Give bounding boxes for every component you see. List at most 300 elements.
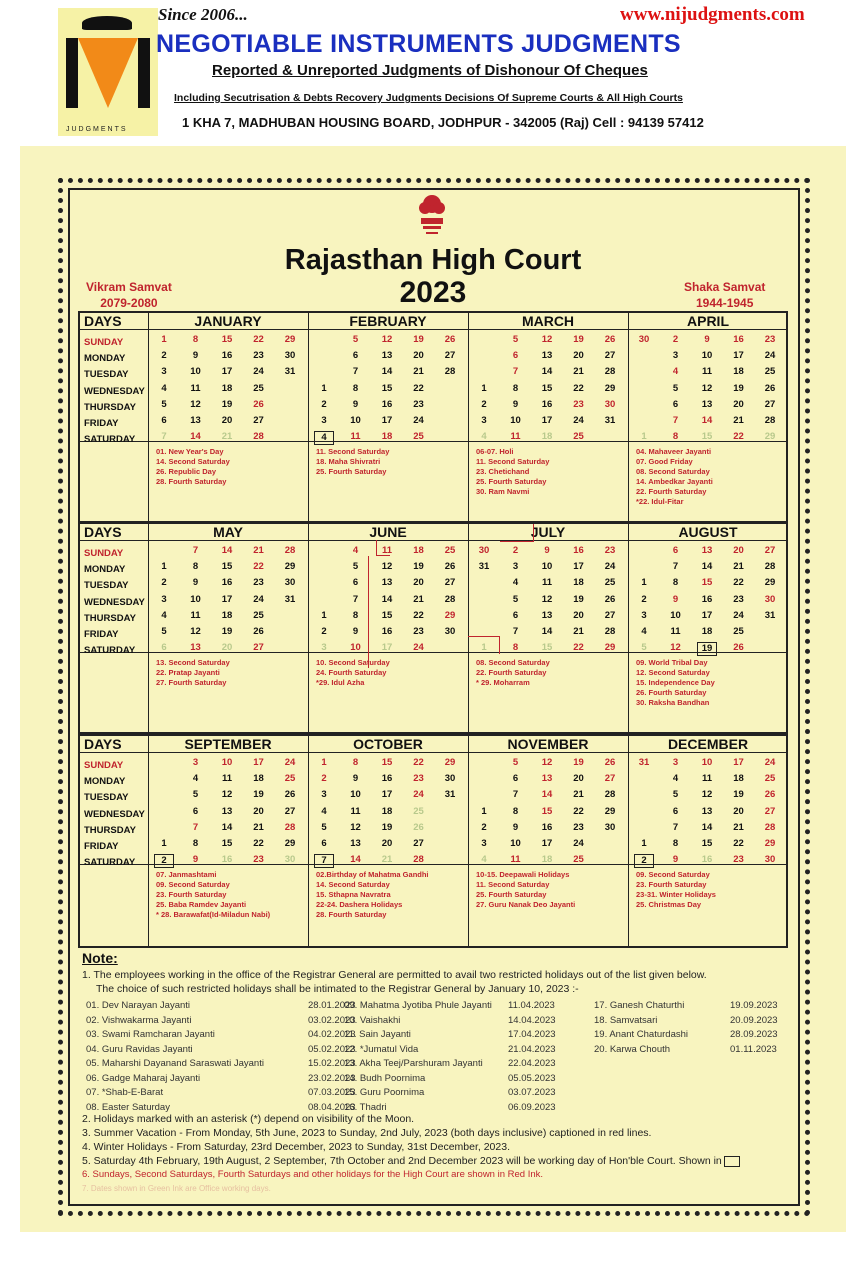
restricted-holiday-name: 15. Guru Poornima <box>344 1087 425 1098</box>
date-cell: 16 <box>701 593 713 605</box>
date-cell: 29 <box>604 642 616 654</box>
day-name-tuesday: TUESDAY <box>84 580 129 592</box>
date-cell: 15 <box>701 431 713 443</box>
date-cell: 26 <box>413 821 424 833</box>
month-name: JUNE <box>369 524 407 540</box>
date-cell: 6 <box>352 577 359 589</box>
date-cell: 10 <box>541 561 553 573</box>
month-name: OCTOBER <box>353 736 423 752</box>
date-cell: 6 <box>352 350 359 362</box>
date-cell: 25 <box>253 609 264 621</box>
date-cell: 3 <box>321 415 327 426</box>
date-cell: 30 <box>764 593 776 605</box>
date-cell: 27 <box>284 805 296 817</box>
date-cell: 11 <box>221 773 233 785</box>
day-name-sunday: SUNDAY <box>84 337 124 348</box>
date-cell: 8 <box>672 431 679 443</box>
month-name: SEPTEMBER <box>184 736 272 752</box>
restricted-holiday-date: 15.02.2023 <box>308 1058 356 1069</box>
date-cell: 3 <box>672 350 679 362</box>
restricted-holiday-date: 08.04.2023 <box>308 1101 356 1113</box>
date-cell: 16 <box>221 577 233 589</box>
date-cell: 27 <box>604 609 616 621</box>
date-cell: 5 <box>512 757 519 768</box>
date-cell: 26 <box>604 593 616 605</box>
date-cell: 12 <box>541 757 553 768</box>
date-cell: 23 <box>253 854 264 866</box>
date-cell: 8 <box>192 334 199 345</box>
date-cell: 9 <box>672 593 679 605</box>
date-cell: 2 <box>161 350 167 362</box>
date-cell: 3 <box>641 609 647 621</box>
day-name-friday: FRIDAY <box>84 841 119 852</box>
date-cell: 6 <box>321 838 327 849</box>
restricted-holiday-date: 05.02.2023 <box>308 1043 356 1055</box>
date-cell: 29 <box>444 609 456 621</box>
date-cell: 25 <box>284 773 296 785</box>
date-cell: 12 <box>701 382 713 394</box>
date-cell: 15 <box>221 334 233 345</box>
date-cell: 27 <box>253 415 264 426</box>
summer-vacation-marker <box>468 636 500 654</box>
date-cell: 6 <box>672 545 679 556</box>
date-cell: 27 <box>604 773 616 785</box>
date-cell: 7 <box>512 789 519 801</box>
date-cell: 28 <box>444 593 456 605</box>
date-cell: 24 <box>253 366 264 378</box>
date-cell: 21 <box>573 366 584 378</box>
holiday-list: 10-15. Deepawali Holidays 11. Second Saturday 25. Fourth Saturday 27. Guru Nanak Deo Jayanti <box>476 870 576 909</box>
date-cell: 26 <box>253 626 264 637</box>
date-cell: 5 <box>192 789 199 801</box>
date-cell: 25 <box>444 545 456 556</box>
date-cell: 3 <box>481 415 487 426</box>
header-divider <box>80 752 786 753</box>
restricted-holiday-date: 14.04.2023 <box>508 1014 556 1026</box>
date-cell: 1 <box>641 577 647 589</box>
date-cell: 24 <box>573 415 584 426</box>
month-name: MARCH <box>521 313 575 329</box>
date-cell: 2 <box>481 398 487 410</box>
day-name-tuesday: TUESDAY <box>84 792 129 804</box>
date-cell: 26 <box>444 334 456 345</box>
date-cell: 30 <box>604 821 616 833</box>
date-cell: 29 <box>764 577 776 589</box>
date-cell: 24 <box>573 838 584 849</box>
vikram-label: Vikram Samvat <box>86 280 172 294</box>
date-cell: 19 <box>413 561 424 573</box>
date-cell: 26 <box>764 382 776 394</box>
date-cell: 10 <box>350 789 361 801</box>
date-cell: 1 <box>481 805 487 817</box>
restricted-holiday-date: 05.05.2023 <box>508 1072 556 1084</box>
date-cell: 8 <box>192 561 199 573</box>
date-cell: 1 <box>321 382 327 394</box>
date-cell: 28 <box>764 561 776 573</box>
date-cell: 16 <box>381 626 393 637</box>
note-7: 7. Dates shown in Green Ink are Office working days. <box>82 1184 271 1193</box>
date-cell: 30 <box>478 545 490 556</box>
date-cell: 20 <box>733 398 744 410</box>
date-cell: 16 <box>381 773 393 785</box>
restricted-holiday-date: 11.04.2023 <box>508 1000 555 1011</box>
date-cell: 17 <box>733 350 744 362</box>
header-divider <box>80 540 786 541</box>
date-cell: 22 <box>733 577 744 589</box>
date-cell: 14 <box>541 366 553 378</box>
date-cell: 29 <box>284 561 296 573</box>
restricted-holiday-name: 17. Ganesh Chaturthi <box>594 1000 685 1011</box>
holiday-list: 13. Second Saturday 22. Pratap Jayanti 27. Fourth Saturday <box>156 658 230 687</box>
day-name-monday: MONDAY <box>84 353 126 365</box>
holiday-list: 11. Second Saturday 18. Maha Shivratri 25. Fourth Saturday <box>316 447 390 476</box>
date-cell: 1 <box>161 334 167 345</box>
date-cell: 9 <box>512 821 519 833</box>
vikram-years: 2079-2080 <box>100 296 158 310</box>
summer-vacation-marker <box>500 524 534 542</box>
date-cell: 15 <box>221 838 233 849</box>
since-text: Since 2006... <box>158 5 248 24</box>
date-cell: 13 <box>190 415 201 426</box>
date-cell: 9 <box>352 398 359 410</box>
date-cell: 26 <box>733 642 744 654</box>
date-cell: 13 <box>701 398 713 410</box>
date-cell: 25 <box>764 773 776 785</box>
date-cell: 30 <box>284 577 296 589</box>
holiday-list: 07. Janmashtami 09. Second Saturday 23. Fourth Saturday 25. Baba Ramdev Jayanti * 28. Barawafat(Id-Miladun Nabi) <box>156 870 271 919</box>
date-cell: 16 <box>221 350 233 362</box>
date-cell: 27 <box>764 398 776 410</box>
date-cell: 3 <box>192 757 199 768</box>
column-divider <box>468 524 469 732</box>
date-cell: 12 <box>221 789 233 801</box>
date-cell: 22 <box>733 431 744 443</box>
date-cell: 9 <box>192 854 199 866</box>
working-day-box-icon <box>724 1156 740 1167</box>
date-cell: 20 <box>221 415 233 426</box>
date-cell: 28 <box>253 431 264 443</box>
date-cell: 25 <box>573 854 584 866</box>
date-cell: 27 <box>604 350 616 362</box>
day-name-sunday: SUNDAY <box>84 548 124 559</box>
restricted-holiday-name: 14. Budh Poornima <box>344 1072 426 1084</box>
date-cell: 8 <box>672 577 679 589</box>
date-cell: 30 <box>604 398 616 410</box>
date-cell: 6 <box>161 415 167 426</box>
note-5-text: 5. Saturday 4th February, 19th August, 2 September, 7th October and 2nd December 2023 will be working day of Hon'ble Court. Shown in <box>82 1155 722 1167</box>
date-cell: 17 <box>221 593 233 605</box>
date-cell: 29 <box>284 334 296 345</box>
date-cell: 2 <box>321 398 327 410</box>
column-divider <box>308 736 309 946</box>
date-cell: 1 <box>161 838 167 849</box>
days-header: DAYS <box>84 736 122 752</box>
date-cell: 22 <box>253 334 264 345</box>
date-cell: 16 <box>221 854 233 866</box>
date-cell: 14 <box>701 415 713 426</box>
date-cell: 11 <box>190 609 201 621</box>
date-cell: 27 <box>764 545 776 556</box>
holiday-list: 04. Mahaveer Jayanti 07. Good Friday 08. Second Saturday 14. Ambedkar Jayanti 22. Fourth Saturday *22. Idul-Fitar <box>636 447 713 506</box>
month-name: JANUARY <box>194 313 262 329</box>
date-cell: 23 <box>253 577 264 589</box>
date-cell: 21 <box>733 415 744 426</box>
date-cell: 27 <box>253 642 264 654</box>
date-cell: 3 <box>321 789 327 801</box>
date-cell: 3 <box>512 561 519 573</box>
day-name-thursday: THURSDAY <box>84 612 136 624</box>
date-cell: 7 <box>512 626 519 637</box>
date-cell: 14 <box>541 789 553 801</box>
date-cell: 20 <box>413 350 424 362</box>
date-cell: 4 <box>161 382 167 394</box>
date-cell: 19 <box>573 593 584 605</box>
date-cell: 4 <box>192 773 199 785</box>
date-cell: 18 <box>733 773 744 785</box>
note-6: 6. Sundays, Second Saturdays, Fourth Saturdays and other holidays for the High Court are shown in Red Ink. <box>82 1169 544 1180</box>
date-cell: 24 <box>253 593 264 605</box>
date-cell: 14 <box>350 854 361 866</box>
date-cell: 28 <box>284 545 296 556</box>
shaka-years: 1944-1945 <box>696 296 754 310</box>
date-cell: 16 <box>701 854 713 866</box>
date-cell: 22 <box>733 838 744 849</box>
date-cell: 6 <box>161 642 167 654</box>
date-cell: 23 <box>733 593 744 605</box>
restricted-holiday-date: 03.02.2023 <box>308 1014 356 1026</box>
date-cell: 18 <box>221 382 233 394</box>
date-cell: 1 <box>161 561 167 573</box>
page-header <box>0 0 866 143</box>
date-cell: 15 <box>381 757 393 768</box>
date-cell: 13 <box>541 350 553 362</box>
date-cell: 27 <box>444 350 456 362</box>
date-cell: 2 <box>512 545 519 556</box>
date-cell: 5 <box>352 561 359 573</box>
restricted-holiday-name: 18. Samvatsari <box>594 1014 658 1026</box>
date-cell: 20 <box>221 642 233 654</box>
date-cell: 25 <box>253 382 264 394</box>
date-cell: 18 <box>733 366 744 378</box>
date-cell: 4 <box>161 609 167 621</box>
note-5 <box>82 1154 800 1168</box>
date-cell: 23 <box>764 334 776 345</box>
date-cell: 4 <box>321 805 327 817</box>
date-cell: 23 <box>413 626 424 637</box>
date-cell: 21 <box>573 626 584 637</box>
date-cell: 2 <box>641 593 647 605</box>
date-cell: 6 <box>512 350 519 362</box>
date-cell: 2 <box>321 626 327 637</box>
note-4: 4. Winter Holidays - From Saturday, 23rd December, 2023 to Sunday, 31st December, 2023. <box>82 1141 510 1153</box>
date-cell: 24 <box>604 561 616 573</box>
date-cell: 2 <box>321 773 327 785</box>
restricted-holiday-name: 08. Easter Saturday <box>86 1101 170 1113</box>
date-cell: 3 <box>672 757 679 768</box>
date-cell: 4 <box>672 366 679 378</box>
date-cell: 4 <box>352 545 359 556</box>
column-divider <box>628 313 629 521</box>
date-cell: 1 <box>641 838 647 849</box>
date-cell: 4 <box>481 854 487 866</box>
date-cell: 29 <box>604 382 616 394</box>
date-cell: 26 <box>604 334 616 345</box>
date-cell: 7 <box>161 431 167 443</box>
website-link[interactable]: www.nijudgments.com <box>620 4 805 25</box>
date-cell: 31 <box>284 366 296 378</box>
date-cell: 21 <box>221 431 233 443</box>
restricted-holiday-date: 03.07.2023 <box>508 1087 556 1098</box>
date-cell: 29 <box>764 838 776 849</box>
date-cell: 5 <box>321 821 327 833</box>
date-cell: 26 <box>253 398 264 410</box>
month-name: APRIL <box>687 313 729 329</box>
publication-subtitle: Reported & Unreported Judgments of Dishonour Of Cheques <box>212 62 648 79</box>
restricted-holiday-name: 02. Vishwakarma Jayanti <box>86 1014 192 1026</box>
date-cell: 7 <box>672 821 679 833</box>
date-cell: 7 <box>352 593 359 605</box>
notes-section <box>82 950 800 1196</box>
date-cell: 4 <box>672 773 679 785</box>
day-name-friday: FRIDAY <box>84 418 119 429</box>
date-cell: 22 <box>573 805 584 817</box>
restricted-holiday-date: 28.01.2023 <box>308 1000 356 1011</box>
date-cell: 16 <box>573 545 584 556</box>
date-cell: 26 <box>444 561 456 573</box>
date-cell: 4 <box>641 626 647 637</box>
date-cell: 29 <box>764 431 776 443</box>
restricted-holiday-name: 07. *Shab-E-Barat <box>86 1087 164 1098</box>
date-cell: 4 <box>481 431 487 443</box>
date-cell: 5 <box>352 334 359 345</box>
date-cell: 1 <box>481 642 487 654</box>
date-cell: 30 <box>764 854 776 866</box>
date-cell: 19 <box>573 757 584 768</box>
date-cell: 24 <box>284 757 296 768</box>
date-cell: 10 <box>510 838 521 849</box>
date-cell: 31 <box>284 593 296 605</box>
holiday-list: 09. World Tribal Day 12. Second Saturday 15. Independence Day 26. Fourth Saturday 30. Raksha Bandhan <box>636 658 715 707</box>
column-divider <box>308 524 309 732</box>
holiday-list: 06-07. Holi 11. Second Saturday 23. Chetichand 25. Fourth Saturday 30. Ram Navmi <box>476 447 550 496</box>
date-cell: 21 <box>253 545 264 556</box>
date-cell: 5 <box>161 398 167 410</box>
date-cell: 19 <box>221 626 233 637</box>
date-cell: 12 <box>190 398 201 410</box>
date-cell: 18 <box>253 773 264 785</box>
date-cell: 22 <box>253 838 264 849</box>
date-cell: 28 <box>764 821 776 833</box>
date-cell: 20 <box>733 805 744 817</box>
date-cell: 23 <box>413 398 424 410</box>
date-cell: 10 <box>190 593 201 605</box>
date-cell: 6 <box>672 398 679 410</box>
holiday-list: 02.Birthday of Mahatma Gandhi 14. Second Saturday 15. Sthapna Navratra 22-24. Dashera Holidays 28. Fourth Saturday <box>316 870 429 919</box>
date-cell: 27 <box>413 838 424 849</box>
date-cell: 30 <box>284 854 296 866</box>
date-cell: 17 <box>573 561 584 573</box>
date-cell: 14 <box>701 561 713 573</box>
date-cell: 10 <box>190 366 201 378</box>
date-cell: 21 <box>381 854 393 866</box>
date-cell: 28 <box>764 415 776 426</box>
date-cell: 13 <box>701 545 713 556</box>
date-cell: 20 <box>573 773 584 785</box>
date-cell: 16 <box>381 398 393 410</box>
date-cell: 11 <box>701 366 713 378</box>
restricted-holiday-name: 19. Anant Chaturdashi <box>594 1029 689 1040</box>
restricted-holiday-date: 28.09.2023 <box>730 1029 778 1040</box>
date-cell: 26 <box>284 789 296 801</box>
days-header: DAYS <box>84 313 122 329</box>
date-cell: 15 <box>701 838 713 849</box>
holiday-list: 01. New Year's Day 14. Second Saturday 26. Republic Day 28. Fourth Saturday <box>156 447 230 486</box>
notes-heading: Note: <box>82 950 118 966</box>
restricted-holiday-name: 05. Maharshi Dayanand Saraswati Jayanti <box>86 1058 264 1069</box>
restricted-holiday-name: 11. Sain Jayanti <box>344 1029 411 1040</box>
date-cell: 19 <box>733 382 744 394</box>
date-cell: 22 <box>573 642 584 654</box>
restricted-holiday-name: 13. Akha Teej/Parshuram Jayanti <box>344 1058 483 1069</box>
month-name: JULY <box>530 524 566 540</box>
date-cell: 17 <box>253 757 264 768</box>
vikram-samvat <box>86 279 172 311</box>
date-cell: 21 <box>733 561 744 573</box>
day-name-saturday: SATURDAY <box>84 645 136 657</box>
date-cell: 9 <box>512 398 519 410</box>
date-cell: 5 <box>672 382 679 394</box>
calendar-quarter <box>78 734 788 948</box>
date-cell: 25 <box>764 366 776 378</box>
date-cell: 31 <box>604 415 616 426</box>
date-cell: 12 <box>190 626 201 637</box>
date-cell: 29 <box>284 838 296 849</box>
restricted-holiday-name: 01. Dev Narayan Jayanti <box>86 1000 191 1011</box>
date-cell: 3 <box>481 838 487 849</box>
date-cell: 15 <box>541 642 553 654</box>
date-cell: 14 <box>381 366 393 378</box>
date-cell: 9 <box>192 577 199 589</box>
date-cell: 17 <box>541 838 553 849</box>
date-cell: 29 <box>444 757 456 768</box>
date-cell: 6 <box>512 609 519 621</box>
date-cell: 9 <box>352 773 359 785</box>
date-cell: 30 <box>638 334 650 345</box>
day-name-monday: MONDAY <box>84 564 126 576</box>
publication-title: NEGOTIABLE INSTRUMENTS JUDGMENTS <box>156 30 681 58</box>
date-cell: 22 <box>413 757 424 768</box>
date-cell: 17 <box>701 609 713 621</box>
date-cell: 19 <box>221 398 233 410</box>
date-cell: 17 <box>381 789 393 801</box>
restricted-holiday-date: 04.02.2023 <box>308 1029 356 1040</box>
date-cell: 17 <box>733 757 744 768</box>
shaka-samvat <box>684 279 765 311</box>
date-cell: 9 <box>192 350 199 362</box>
date-cell: 5 <box>641 642 647 654</box>
date-cell: 19 <box>253 789 264 801</box>
date-cell: 10 <box>701 350 713 362</box>
date-cell: 10 <box>670 609 681 621</box>
day-name-friday: FRIDAY <box>84 629 119 640</box>
date-cell: 28 <box>604 366 616 378</box>
date-cell: 2 <box>154 854 174 868</box>
date-cell: 12 <box>350 821 361 833</box>
column-divider <box>148 313 149 521</box>
date-cell: 28 <box>284 821 296 833</box>
date-cell: 17 <box>541 415 553 426</box>
date-cell: 12 <box>670 642 681 654</box>
